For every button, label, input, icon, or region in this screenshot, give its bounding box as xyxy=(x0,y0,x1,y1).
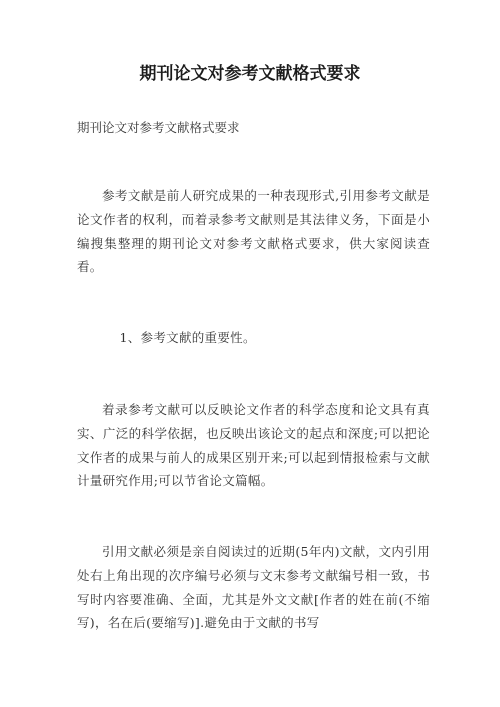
paragraph-importance: 着录参考文献可以反映论文作者的科学态度和论文具有真实、广泛的科学依据，也反映出该论文的起点和深度;可以把论文作者的成果与前人的成果区别开来;可以起到情报检索与文献计量研究作用;可以节省论文篇幅。 xyxy=(77,402,430,489)
document-subtitle: 期刊论文对参考文献格式要求 xyxy=(77,120,240,135)
section-heading-importance: 1、参考文献的重要性。 xyxy=(119,330,256,345)
paragraph-intro: 参考文献是前人研究成果的一种表现形式,引用参考文献是论文作者的权利，而着录参考文献则是其法律义务，下面是小编搜集整理的期刊论文对参考文献格式要求，供大家阅读查看。 xyxy=(77,188,430,275)
paragraph-citation-rules: 引用文献必须是亲自阅读过的近期(5年内)文献，文内引用处右上角出现的次序编号必须与文末参考文献编号相一致，书写时内容要准确、全面，尤其是外文文献[作者的姓在前(不缩写)，名在后(要缩写)].避免由于文献的书写 xyxy=(77,544,430,631)
document-title: 期刊论文对参考文献格式要求 xyxy=(139,64,361,84)
